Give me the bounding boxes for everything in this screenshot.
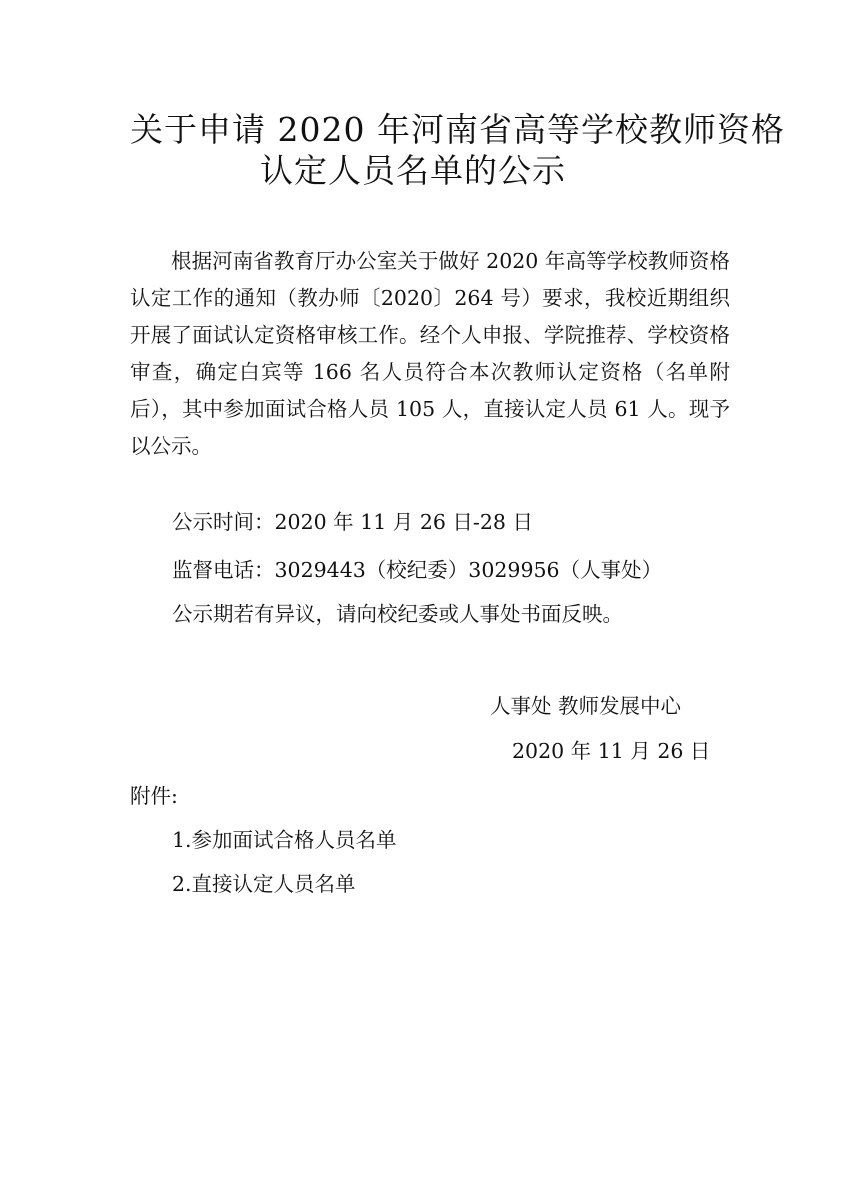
signature-date: 2020 年 11 月 26 日 [512,739,711,763]
attachment-item-1: 1.参加面试合格人员名单 [172,828,397,852]
title-line-2: 认定人员名单的公示 [260,151,566,190]
body-text-block [130,243,730,465]
attachment-item-2: 2.直接认定人员名单 [172,872,356,896]
signature-organization: 人事处 教师发展中心 [490,694,682,718]
title-line-1: 关于申请 2020 年河南省高等学校教师资格 [130,110,785,149]
objection-note: 公示期若有异议，请向校纪委或人事处书面反映。 [172,602,623,626]
attachments-label: 附件: [130,784,178,808]
body-paragraph: 根据河南省教育厅办公室关于做好 2020 年高等学校教师资格认定工作的通知（教办师〔2020〕264 号）要求，我校近期组织开展了面试认定资格审核工作。经个人申报、学院推荐、学校资格审查，确定白宾等 166 名人员符合本次教师认定资格（名单附后），其中参加面试合格人员 105 人，直接认定人员 61 人。现予以公示。 [130,249,730,458]
publication-time: 公示时间：2020 年 11 月 26 日-28 日 [172,510,533,534]
supervision-phone: 监督电话：3029443（校纪委）3029956（人事处） [172,558,663,582]
